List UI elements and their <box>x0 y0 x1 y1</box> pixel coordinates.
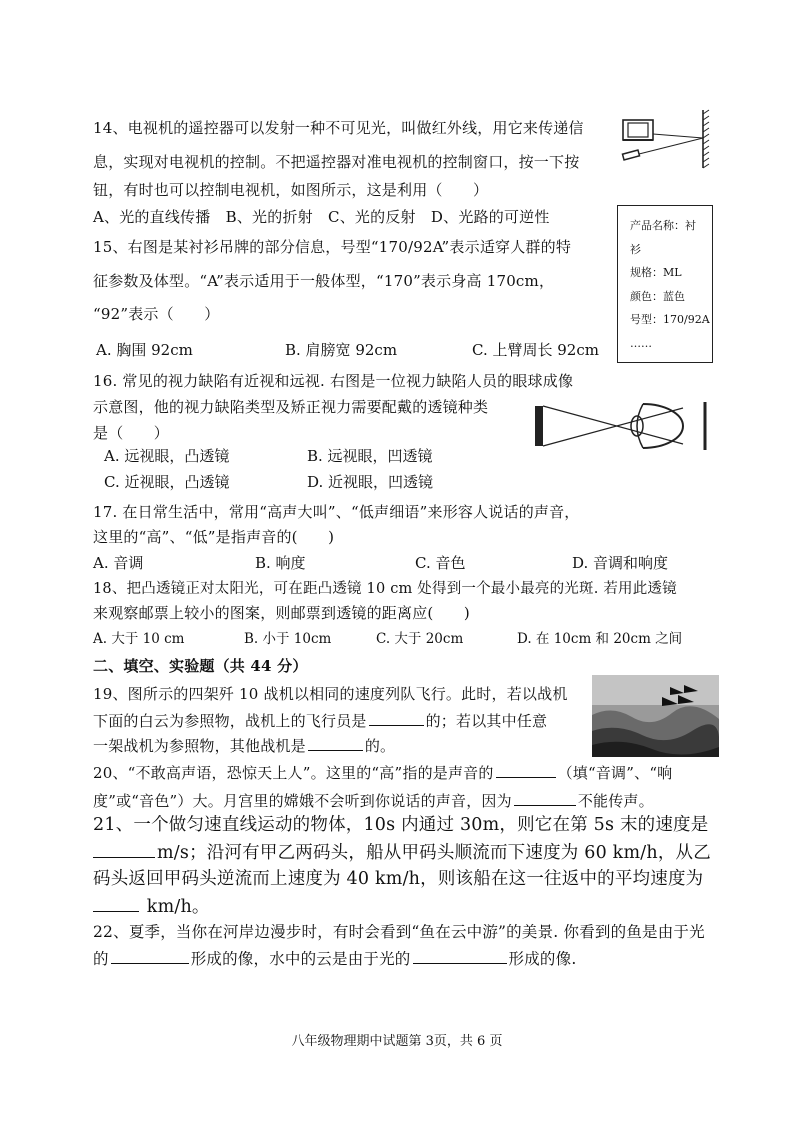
q20-line2-text-a: 度”或“音色”）大。月宫里的嫦娥不会听到你说话的声音，因为 <box>93 792 512 810</box>
q15-line3: “92”表示（ ） <box>93 305 220 323</box>
q22-line1: 22、夏季，当你在河岸边漫步时，有时会看到“鱼在云中游”的美景. 你看到的鱼是由于光 <box>93 923 705 941</box>
tag-line-3: 规格：ML <box>630 266 682 279</box>
q17-option-d: D. 音调和响度 <box>572 554 669 572</box>
q19-blank-2[interactable] <box>308 735 363 751</box>
q16-option-a: A. 远视眼，凸透镜 <box>104 447 230 465</box>
q19-blank-1[interactable] <box>369 710 424 726</box>
tag-line-6: …… <box>630 336 652 350</box>
q16-option-c: C. 近视眼，凸透镜 <box>104 473 230 491</box>
tag-line-5: 号型：170/92A <box>630 313 710 326</box>
q17-option-b: B. 响度 <box>255 554 306 572</box>
q20-line2-text-b: 不能传声。 <box>577 792 654 810</box>
q22-blank-2[interactable] <box>413 948 507 964</box>
fighter-jets-photo <box>592 675 719 757</box>
tag-line-2: 衫 <box>630 242 641 256</box>
q19-line1: 19、图所示的四架歼 10 战机以相同的速度列队飞行。此时，若以战机 <box>93 685 568 703</box>
q14-line2: 息，实现对电视机的控制。不把遥控器对准电视机的控制窗口，按一下按 <box>93 153 580 171</box>
q21-blank-1[interactable] <box>93 842 155 858</box>
q20-line1-text-a: 20、“不敢高声语，恐惊天上人”。这里的“高”指的是声音的 <box>93 764 494 782</box>
tag-line-4: 颜色：蓝色 <box>630 289 685 303</box>
q17-option-a: A. 音调 <box>93 554 144 572</box>
q17-option-c: C. 音色 <box>415 554 466 572</box>
section-2-heading: 二、填空、实验题（共 44 分） <box>93 657 308 675</box>
q14-options: A、光的直线传播 B、光的折射 C、光的反射 D、光路的可逆性 <box>93 208 550 226</box>
q20-line1 <box>93 762 672 783</box>
q20-line2 <box>93 790 654 811</box>
tv-remote-figure <box>615 108 715 170</box>
q22-line2-text-b: 形成的像，水中的云是由于光的 <box>190 950 411 968</box>
q18-line1: 18、把凸透镜正对太阳光，可在距凸透镜 10 cm 处得到一个最小最亮的光斑. 若用此透镜 <box>93 581 677 597</box>
q15-option-b: B. 肩膀宽 92cm <box>285 341 398 359</box>
tag-line-1: 产品名称：衬 <box>630 219 696 232</box>
q19-line2-text-a: 下面的白云为参照物，战机上的飞行员是 <box>93 712 367 730</box>
q19-line3-text-a: 一架战机为参照物，其他战机是 <box>93 737 306 755</box>
shirt-tag-box <box>617 205 713 363</box>
q18-line2: 来观察邮票上较小的图案，则邮票到透镜的距离应( ) <box>93 604 470 622</box>
q19-line3-text-b: 的。 <box>364 737 396 755</box>
q21-line4-text: km/h。 <box>146 897 210 917</box>
q20-blank-1[interactable] <box>496 762 556 778</box>
q21-line3: 码头返回甲码头逆流而上速度为 40 km/h，则该船在这一往返中的平均速度为 <box>93 869 704 889</box>
q22-blank-1[interactable] <box>111 948 189 964</box>
q16-line2: 示意图，他的视力缺陷类型及矫正视力需要配戴的透镜种类 <box>93 398 489 416</box>
q16-line3: 是（ ） <box>93 424 170 442</box>
q18-option-a: A. 大于 10 cm <box>93 631 185 647</box>
q17-line2: 这里的“高”、“低”是指声音的( ) <box>93 528 335 546</box>
page-footer: 八年级物理期中试题第 3页，共 6 页 <box>291 1034 503 1049</box>
q15-option-a: A. 胸围 92cm <box>96 341 193 359</box>
q21-line4 <box>93 896 210 917</box>
q15-line1: 15、右图是某衬衫吊牌的部分信息，号型“170/92A”表示适穿人群的特 <box>93 238 572 256</box>
q15-option-c: C. 上臂周长 92cm <box>472 341 599 359</box>
q18-option-d: D. 在 10cm 和 20cm 之间 <box>517 631 683 647</box>
q21-line2 <box>93 842 711 863</box>
q16-option-b: B. 远视眼，凹透镜 <box>307 447 433 465</box>
q15-line2: 征参数及体型。“A”表示适用于一般体型，“170”表示身高 170cm， <box>93 272 555 290</box>
q22-line2 <box>93 948 576 969</box>
q16-line1: 16. 常见的视力缺陷有近视和远视. 右图是一位视力缺陷人员的眼球成像 <box>93 372 574 390</box>
q14-line1: 14、电视机的遥控器可以发射一种不可见光，叫做红外线，用它来传递信 <box>93 119 584 137</box>
q21-line1: 21、一个做匀速直线运动的物体，10s 内通过 30m，则它在第 5s 末的速度是 <box>93 815 709 835</box>
q22-line2-text-c: 形成的像. <box>508 950 577 968</box>
q21-line2-text: m/s；沿河有甲乙两码头，船从甲码头顺流而下速度为 60 km/h，从乙 <box>157 843 711 863</box>
q17-line1: 17. 在日常生活中，常用“高声大叫”、“低声细语”来形容人说话的声音， <box>93 503 580 521</box>
q18-option-c: C. 大于 20cm <box>376 631 464 647</box>
q14-line3: 钮，有时也可以控制电视机，如图所示，这是利用（ ） <box>93 181 489 199</box>
q22-line2-text-a: 的 <box>93 950 109 968</box>
q20-blank-2[interactable] <box>514 790 576 806</box>
q18-option-b: B. 小于 10cm <box>244 631 332 647</box>
q19-line2-text-b: 的；若以其中任意 <box>425 712 548 730</box>
q20-line1-text-b: （填“音调”、“响 <box>557 764 673 782</box>
q19-line2 <box>93 710 547 731</box>
eye-diagram <box>533 398 713 454</box>
q16-option-d: D. 近视眼，凹透镜 <box>307 473 434 491</box>
q19-line3 <box>93 735 395 756</box>
q21-blank-2[interactable] <box>93 896 139 912</box>
